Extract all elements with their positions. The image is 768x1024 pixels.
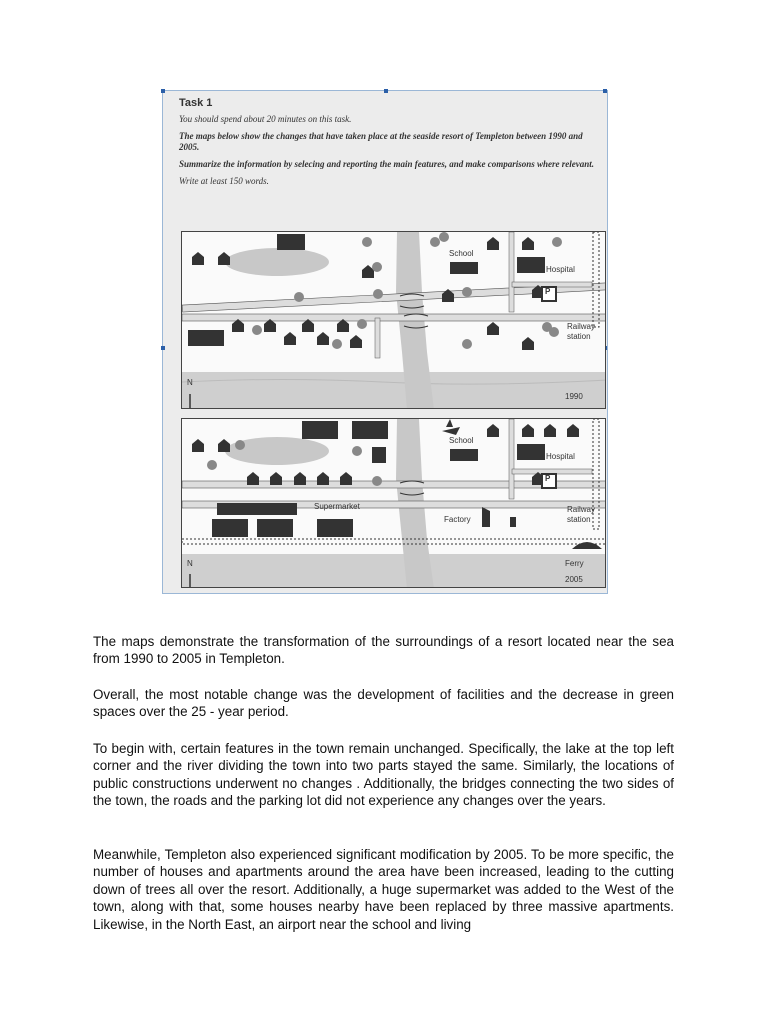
essay-paragraph-1: The maps demonstrate the transformation of the surroundings of a resort located near the sea from 1990 to 2005 in Templeton. (93, 634, 674, 667)
parking-label: P (545, 287, 551, 296)
supermarket (217, 503, 297, 515)
essay-paragraph-2: Overall, the most notable change was the development of facilities and the decrease in green spaces over the 25 - year period. (93, 687, 674, 720)
road (509, 419, 514, 499)
essay-paragraph-3: To begin with, certain features in the town remain unchanged. Specifically, the lake at the top left corner and the river dividing the town into two parts stayed the same. Similarly, the locations of public constructions underwent no changes . Additionally, the bridges connecting the two sides of the town, the roads and the parking lot did not experience any changes over the years. (93, 741, 674, 809)
school-label: School (449, 249, 474, 258)
factory-label: Factory (444, 515, 471, 524)
year-label: 1990 (565, 392, 583, 401)
map-1990 (181, 231, 606, 409)
task-instructions: Summarize the information by selecing and reporting the main features, and make comparisons where relevant. (179, 159, 595, 169)
task-word-count: Write at least 150 words. (179, 176, 269, 186)
school-label: School (449, 436, 474, 445)
task-title: Task 1 (179, 97, 213, 109)
railway-label: Railway (567, 505, 596, 514)
road (182, 314, 606, 321)
task-time: You should spend about 20 minutes on this task. (179, 114, 352, 124)
supermarket-label: Supermarket (314, 502, 360, 511)
railway (182, 539, 606, 544)
north-label: N (187, 559, 193, 568)
hospital-label: Hospital (546, 265, 575, 274)
station-label: station (567, 515, 591, 524)
task-figure[interactable] (162, 90, 608, 594)
railway-label: Railway (567, 322, 596, 331)
north-label: N (187, 378, 193, 387)
railway (593, 232, 599, 327)
resize-handle[interactable] (161, 346, 165, 350)
factory (482, 507, 516, 527)
sea (182, 554, 606, 588)
ferry-boat (572, 542, 602, 549)
lake (225, 248, 329, 276)
resize-handle[interactable] (384, 89, 388, 93)
map-1990-drawing (182, 232, 606, 409)
map-2005 (181, 418, 606, 588)
map-2005-drawing (182, 419, 606, 588)
sea (182, 372, 606, 409)
task-text (179, 97, 599, 193)
year-label: 2005 (565, 575, 583, 584)
essay-paragraph-4: Meanwhile, Templeton also experienced significant modification by 2005. To be more specific, the number of houses and apartments around the area have been increased, leading to the cutting down of trees all over the resort. Additionally, a huge supermarket was added to the West of the town, along with that, some houses nearby have been replaced by three massive apartments. Likewise, in the North East, an airport near the school and living (93, 847, 674, 932)
ferry-label: Ferry (565, 559, 584, 568)
airport-icon (442, 419, 460, 435)
task-prompt: The maps below show the changes that have taken place at the seaside resort of Templeton between 1990 and 2005. (179, 131, 583, 152)
resize-handle[interactable] (161, 89, 165, 93)
road (509, 232, 514, 312)
road (375, 318, 380, 358)
parking-label: P (545, 474, 551, 483)
resize-handle[interactable] (603, 89, 607, 93)
station-label: station (567, 332, 591, 341)
hospital-label: Hospital (546, 452, 575, 461)
